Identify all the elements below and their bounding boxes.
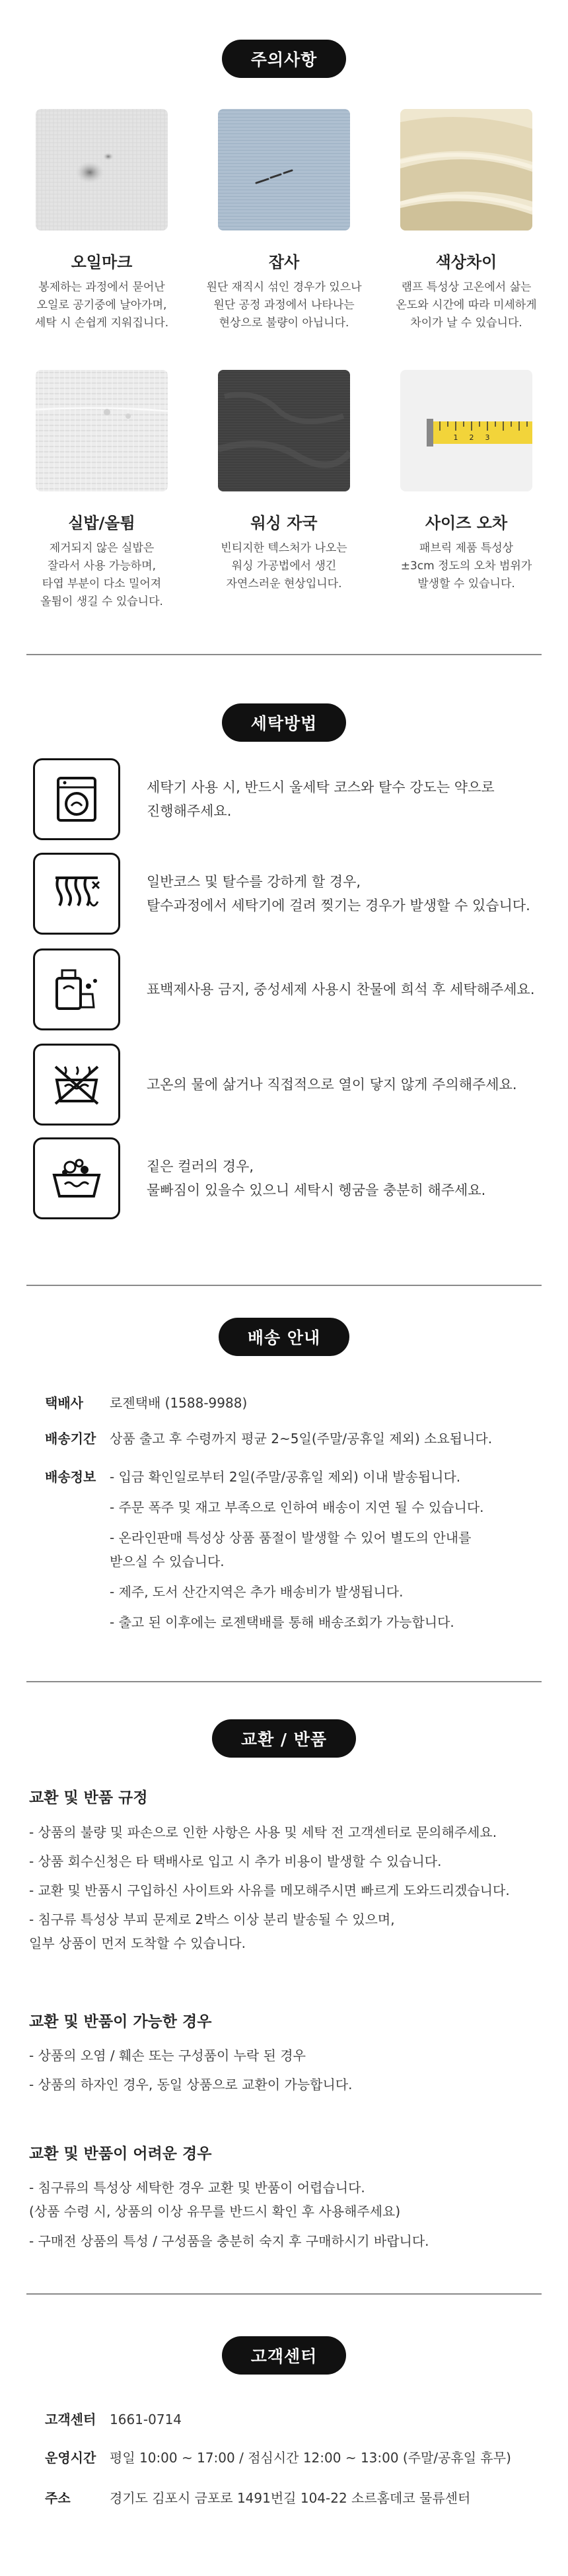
shipping-values [110,1391,247,1415]
washing-title: 세탁방법 [222,703,347,742]
caution-item-desc [388,540,544,593]
caution-item-title: 실밥/올튐 [68,514,135,532]
caution-grid-row-2 [0,370,568,611]
caution-item-washing-mark [193,370,375,611]
desc-text: 원단 재직시 섞인 경우가 있으나 원단 공정 과정에서 나타나는 현상으로 불량이 아닙니다. [206,281,362,330]
exchange-possible-line: - 상품의 하자인 경우, 동일 상품으로 교환이 가능합니다. [29,2077,353,2093]
washing-item [33,1137,485,1219]
caution-item-title: 색상차이 [435,253,497,271]
washing-text: 짙은 컬러의 경우, 물빠짐이 있을수 있으니 세탁시 헹굼을 충분히 해주세요. [147,1159,486,1198]
washing-machine-icon [33,758,120,840]
customer-title: 고객센터 [222,2336,347,2375]
exchange-header [0,1719,568,1758]
washing-text: 세탁기 사용 시, 반드시 울세탁 코스와 탈수 강도는 약으로 진행해주세요. [147,779,495,819]
washing-header [0,703,568,742]
no-boil-icon [33,1044,120,1126]
color-difference-image [400,109,532,231]
washing-item [33,853,530,935]
customer-header [0,2336,568,2375]
caution-grid-row-1 [0,109,568,332]
tape-measure-image [400,370,532,491]
shipping-row-info [29,1465,484,1634]
stray-thread-image [218,109,350,231]
caution-item-title: 사이즈 오차 [425,514,508,532]
washing-mark-image [218,370,350,491]
shipping-label: 배송정보 [45,1469,96,1485]
shipping-value: 로젠택배 (1588-9988) [110,1395,248,1411]
caution-item-desc [206,279,362,332]
basin-wash-icon [33,1137,120,1219]
washing-text: 일반코스 및 탈수를 강하게 할 경우, 탈수과정에서 세탁기에 걸려 찢기는 경우가 발생할 수 있습니다. [147,874,530,913]
exchange-impossible-line: - 구매전 상품의 특성 / 구성품을 충분히 숙지 후 구매하시기 바랍니다. [29,2233,429,2249]
caution-item-title: 잡사 [268,253,300,271]
exchange-impossible-line: - 침구류의 특성상 세탁한 경우 교환 및 반품이 어렵습니다. (상품 수령 시, 상품의 이상 유무를 반드시 확인 후 사용해주세요) [29,2180,401,2219]
shipping-value: 상품 출고 후 수령까지 평균 2~5일(주말/공휴일 제외) 소요됩니다. [110,1431,493,1447]
caution-item-title: 워싱 자국 [250,514,318,532]
shipping-label: 택배사 [45,1395,83,1411]
section-divider [26,654,542,655]
exchange-impossible-heading: 교환 및 반품이 어려운 경우 [29,2145,212,2163]
caution-item-oil-mark [11,109,193,332]
exchange-rule-line: - 상품의 불량 및 파손으로 인한 사항은 사용 및 세탁 전 고객센터로 문의해주세요. [29,1824,497,1840]
caution-item-desc [388,279,544,332]
customer-label: 고객센터 [45,2412,96,2427]
desc-text: 봉제하는 과정에서 묻어난 오일로 공기중에 날아가며, 세탁 시 손쉽게 지워집니다. [34,281,169,330]
customer-row-address [29,2486,470,2510]
oil-mark-image [36,109,168,231]
caution-item-loose-thread [11,370,193,611]
caution-item-color-difference [375,109,557,332]
shipping-values [110,1427,492,1450]
washing-item [33,1044,517,1126]
shipping-value: - 주문 폭주 및 재고 부족으로 인하여 배송이 지연 될 수 있습니다. [110,1499,484,1515]
caution-item-desc [24,540,180,611]
customer-value: 경기도 김포시 금포로 1491번길 104-22 소르홈데코 물류센터 [110,2490,471,2506]
exchange-rules-heading: 교환 및 반품 규정 [29,1789,148,1807]
washing-item [33,758,495,840]
customer-row-hours [29,2446,511,2470]
svg-text:3: 3 [485,433,490,442]
svg-text:2: 2 [469,433,474,442]
shipping-title: 배송 안내 [219,1318,349,1356]
caution-item-size-error [375,370,557,611]
desc-text: 제거되지 않은 실밥은 잘라서 사용 가능하며, 타엽 부분이 다소 밀어져 올튐이 생길 수 있습니다. [40,542,163,608]
section-divider [26,1285,542,1286]
caution-item-stray-thread [193,109,375,332]
customer-value: 1661-0714 [110,2412,182,2427]
exchange-rule-line: - 상품 회수신청은 타 택배사로 입고 시 추가 비용이 발생할 수 있습니다. [29,1853,442,1869]
washing-text: 표백제사용 금지, 중성세제 사용시 찬물에 희석 후 세탁해주세요. [147,982,535,997]
shipping-row-period [29,1427,492,1450]
caution-header [0,40,568,78]
spin-dry-icon [33,853,120,935]
svg-text:1: 1 [453,433,458,442]
exchange-title: 교환 / 반품 [212,1719,356,1758]
detergent-icon [33,948,120,1030]
customer-label: 운영시간 [45,2450,96,2466]
customer-label: 주소 [45,2490,71,2506]
shipping-label: 배송기간 [45,1431,96,1447]
shipping-row-courier [29,1391,247,1415]
shipping-value: - 온라인판매 특성상 상품 품절이 발생할 수 있어 별도의 안내를 받으실 수 있습니다. [110,1530,472,1569]
caution-title: 주의사항 [222,40,347,78]
washing-item [33,948,535,1030]
exchange-rule-line: - 교환 및 반품시 구입하신 사이트와 사유를 메모해주시면 빠르게 도와드리겠습니다. [29,1882,510,1898]
caution-item-title: 오일마크 [71,253,133,271]
exchange-rule-line: - 침구류 특성상 부피 문제로 2박스 이상 분리 발송될 수 있으며, 일부 상품이 먼저 도착할 수 있습니다. [29,1912,395,1951]
section-divider [26,1681,542,1682]
exchange-possible-line: - 상품의 오염 / 훼손 또는 구성품이 누락 된 경우 [29,2048,306,2063]
customer-row-phone [29,2408,182,2431]
shipping-value: - 출고 된 이후에는 로젠택배를 통해 배송조회가 가능합니다. [110,1614,454,1630]
washing-text: 고온의 물에 삶거나 직접적으로 열이 닿지 않게 주의해주세요. [147,1077,517,1092]
desc-text: 패브릭 제품 특성상 ±3cm 정도의 오차 범위가 발생할 수 있습니다. [400,542,532,590]
section-divider [26,2293,542,2295]
loose-thread-image [36,370,168,491]
caution-item-desc [24,279,180,332]
shipping-value: - 제주, 도서 산간지역은 추가 배송비가 발생됩니다. [110,1584,404,1600]
desc-text: 램프 특성상 고온에서 삶는 온도와 시간에 따라 미세하게 차이가 날 수 있습니다. [396,281,537,330]
exchange-possible-heading: 교환 및 반품이 가능한 경우 [29,2013,212,2030]
caution-item-desc [206,540,362,593]
shipping-value: - 입금 확인일로부터 2일(주말/공휴일 제외) 이내 발송됩니다. [110,1469,461,1485]
shipping-header [0,1318,568,1356]
desc-text: 빈티지한 텍스처가 나오는 워싱 가공법에서 생긴 자연스러운 현상입니다. [221,542,347,590]
customer-value: 평일 10:00 ~ 17:00 / 점심시간 12:00 ~ 13:00 (주말/공휴일 휴무) [110,2450,511,2466]
shipping-values [110,1465,484,1634]
